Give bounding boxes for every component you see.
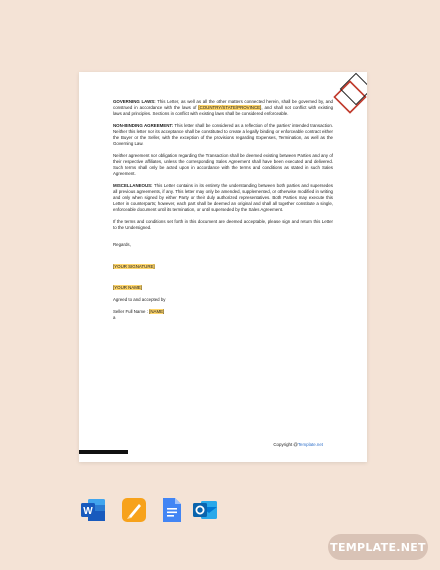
miscellaneous-title: MISCELLANEOUS: (113, 182, 153, 188)
seller-name-placeholder: [NAME] (149, 308, 165, 314)
obligation-paragraph: Neither agreement nor obligation regarding the Transaction shall be deemed existing between Parties and any of their respective affiliates, unless the corresponding Sales Agreement shall have been executed and delivered. Such terms shall only be acted upon in accordance with the terms and conditions as stated in such Sales Agreement. (113, 152, 333, 176)
agreed-line: Agreed to and accepted by (113, 296, 166, 302)
copyright-line: Copyright @Template.net (273, 442, 323, 447)
signature-line (113, 264, 333, 270)
seller-extra: a (113, 314, 116, 320)
svg-text:W: W (83, 506, 93, 517)
document-page (79, 72, 367, 462)
name-line (113, 285, 333, 291)
country-placeholder: [COUNTRY/STATE/PROVINCE] (198, 105, 262, 111)
signature-placeholder: [YOUR SIGNATURE] (113, 263, 155, 269)
governing-laws-title: GOVERNING LAWS: (113, 99, 156, 104)
template-net-badge[interactable]: TEMPLATE.NET (328, 534, 428, 560)
google-docs-icon[interactable] (157, 496, 185, 524)
non-binding-title: NON-BINDING AGREEMENT: (113, 122, 174, 128)
miscellaneous-paragraph: MISCELLANEOUS: This Letter contains in its entirety the understanding between both parties and supersedes all previous agreements, if any. This letter may only be amended, supplemented, or otherwise modified in writing and only when signed by either Party or their duly authorized representatives. Both Parties may execute this Letter in counterparts; however, each part shall be deemed an original and shall all together constitute a single, enforceable document until its termination, or until superseded by the Sales Agreement. (113, 182, 333, 212)
divider-bar (79, 450, 128, 454)
document-body (113, 99, 333, 326)
word-icon[interactable] (79, 496, 107, 524)
outlook-icon[interactable] (191, 496, 219, 524)
closing-paragraph: If the terms and conditions set forth in this document are deemed acceptable, please sign and return this Letter to the Undersigned. (113, 218, 333, 230)
seller-line: Seller Full Name : [NAME] (113, 308, 165, 314)
copyright-link[interactable]: Template.net (297, 442, 323, 447)
name-placeholder: [YOUR NAME] (113, 285, 143, 291)
regards-line: Regards, (113, 242, 131, 248)
governing-laws-paragraph: GOVERNING LAWS: This Letter, as well as all the other matters connected herein, shall be governed by, and construed in accordance with the laws of [COUNTRY/STATE/PROVINCE], and shall not conflict with existing laws and principles. Sections in conflict with existing laws shall be considered enforceable. (113, 99, 334, 117)
non-binding-paragraph: NON-BINDING AGREEMENT: This letter shall be considered as a reflection of the parties' intended transaction. Neither this letter nor its acceptance shall be constituted to create a legally binding or enforceable contract either the Buyer or the Seller, with the exception of the provisions regarding Expenses, Termination, as well as the Governing Law. (113, 122, 334, 147)
pages-icon[interactable] (120, 496, 148, 524)
